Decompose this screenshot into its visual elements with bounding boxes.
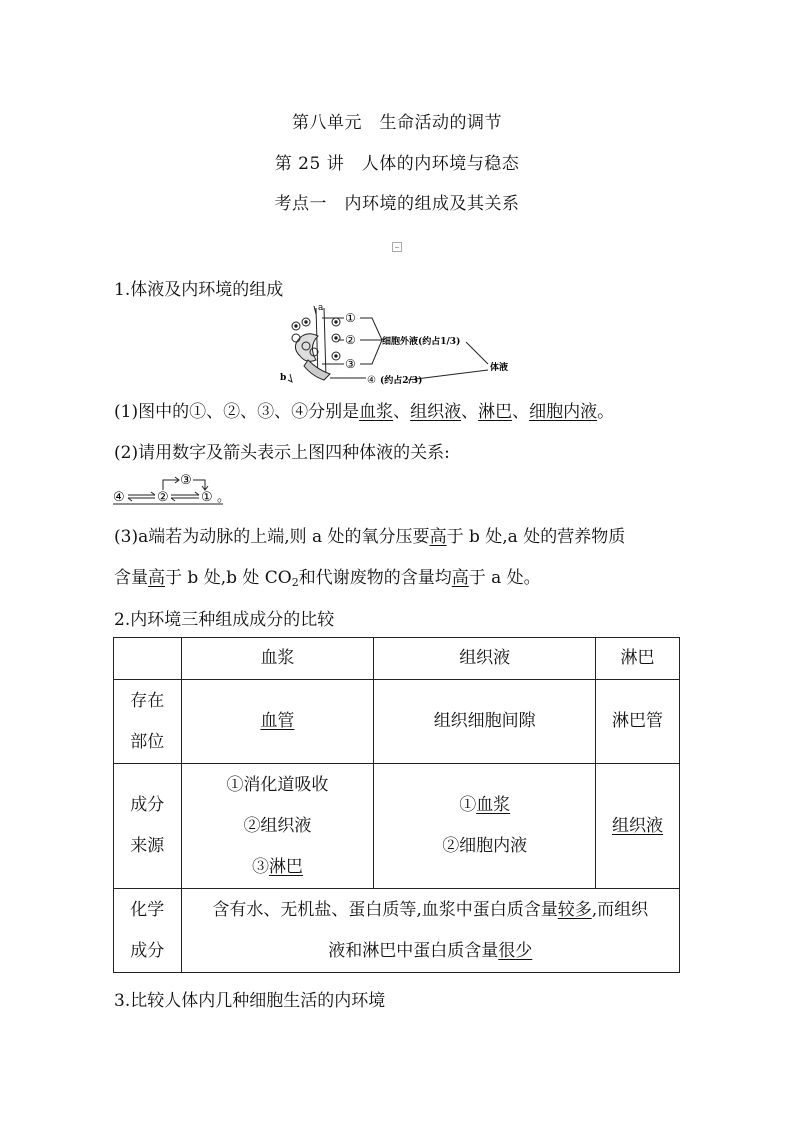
row-label-source-a: 成分 (130, 795, 165, 815)
q1-line (114, 397, 614, 422)
header-cell-tissue-fluid: 组织液 (374, 638, 596, 680)
cell-plasma-location-text: 血管 (260, 711, 295, 731)
row-label-location-b: 部位 (130, 731, 165, 752)
section1-heading: 1.体液及内环境的组成 (114, 280, 284, 300)
plasma-source-3 (182, 847, 374, 888)
q1-sep-3: 、 (512, 402, 530, 422)
table-row-source (114, 764, 680, 889)
row-label-source (114, 764, 182, 889)
cell-lymph-location: 淋巴管 (596, 680, 680, 764)
header-cell-lymph: 淋巴 (596, 638, 680, 680)
header-cell-empty (114, 638, 182, 680)
cell-plasma-source (181, 764, 374, 889)
diagram-label-b: b (280, 373, 287, 383)
q3-answer-1: 高 (429, 527, 447, 547)
cell-tissue-source (374, 764, 596, 889)
diagram-circle-3: ③ (345, 357, 356, 371)
q2-line: (2)请用数字及箭头表示上图四种体液的关系: (114, 443, 450, 463)
q3-line-2 (114, 563, 541, 589)
relation-num-3: ③ (180, 473, 192, 488)
diagram-extracellular-label: 细胞外液(约占1/3) (382, 337, 461, 347)
row-label-location-a: 存在 (130, 690, 165, 711)
q1-answer-2: 组织液 (410, 402, 462, 422)
plasma-source-3-prefix: ③ (251, 856, 269, 877)
row-label-composition-a: 化学 (130, 899, 165, 920)
row-label-location (114, 680, 182, 764)
cell-plasma-location (181, 680, 374, 764)
composition-line2-prefix: 液和淋巴中蛋白质含量 (328, 940, 499, 961)
q3-line2-mid2: 和代谢废物的含量均 (298, 568, 452, 588)
cell-lymph-source (596, 764, 680, 889)
section2-heading: 2.内环境三种组成成分的比较 (114, 610, 335, 630)
relation-num-4: ④ (113, 490, 125, 505)
topic-title: 考点一 内环境的组成及其关系 (274, 194, 520, 214)
comparison-table (113, 637, 680, 973)
diagram-circle-1: ① (345, 311, 356, 325)
lymph-source-text: 组织液 (612, 815, 664, 836)
image-placeholder-icon (392, 242, 402, 252)
q3-line2-prefix: 含量 (114, 568, 148, 588)
cell-tissue-location: 组织细胞间隙 (374, 680, 596, 764)
relation-num-1: ① (201, 490, 213, 505)
composition-line-1 (182, 890, 679, 931)
tissue-source-1-prefix: ① (459, 795, 477, 815)
diagram-circle-4: ④ (367, 375, 376, 386)
composition-line-2 (182, 931, 679, 972)
diagram-circle-2: ② (345, 333, 356, 347)
q3-line1-prefix: (3)a端若为动脉的上端,则 a 处的氧分压要 (114, 527, 430, 547)
q1-suffix: 。 (597, 402, 615, 422)
tissue-sketch (288, 306, 340, 382)
tissue-source-1-text: 血浆 (476, 795, 511, 815)
relation-end: 。 (217, 490, 231, 505)
body-fluid-diagram (278, 300, 528, 388)
header-cell-plasma: 血浆 (181, 638, 374, 680)
tissue-source-2: ②细胞内液 (442, 836, 528, 856)
row-label-source-b: 来源 (130, 836, 165, 856)
q3-line2-suffix: 于 a 处。 (468, 568, 541, 588)
row-label-composition (114, 889, 182, 973)
q1-sep-2: 、 (461, 402, 479, 422)
relation-num-2: ② (157, 490, 169, 505)
diagram-label-a: a (318, 303, 324, 313)
q3-line-1 (114, 522, 625, 547)
q3-answer-3: 高 (451, 568, 469, 588)
q1-sep-1: 、 (393, 402, 411, 422)
plasma-source-2: ②组织液 (243, 815, 312, 836)
composition-line1-prefix: 含有水、无机盐、蛋白质等,血浆中蛋白质含量 (212, 899, 558, 920)
q1-answer-1: 血浆 (359, 402, 394, 422)
q1-prefix: (1)图中的①、②、③、④分别是 (114, 402, 360, 422)
section3-heading: 3.比较人体内几种细胞生活的内环境 (114, 991, 386, 1011)
composition-answer-1: 较多 (557, 899, 592, 920)
q3-line1-suffix: 于 b 处,a 处的营养物质 (446, 527, 626, 547)
table-row-location (114, 680, 680, 764)
tissue-source-1 (374, 785, 595, 826)
q1-answer-4: 细胞内液 (529, 402, 598, 422)
q3-co2-subscript: 2 (291, 576, 299, 589)
composition-answer-2: 很少 (498, 940, 533, 961)
table-header-row (114, 638, 680, 680)
unit-title: 第八单元 生命活动的调节 (292, 113, 502, 133)
row-label-composition-b: 成分 (130, 940, 165, 961)
q3-line2-mid: 于 b 处,b 处 CO (165, 568, 292, 588)
q1-answer-3: 淋巴 (478, 402, 513, 422)
plasma-source-1: ①消化道吸收 (226, 774, 329, 795)
composition-line1-suffix: ,而组织 (591, 899, 649, 920)
plasma-source-3-text: 淋巴 (268, 856, 303, 877)
lecture-title: 第 25 讲 人体的内环境与稳态 (274, 154, 520, 174)
relation-diagram (113, 470, 233, 506)
q3-answer-2: 高 (148, 568, 165, 588)
cell-composition (181, 889, 679, 973)
table-row-composition (114, 889, 680, 973)
diagram-body-fluid-label: 体液 (490, 363, 509, 373)
diagram-intracellular-label: (约占2/3) (380, 376, 423, 386)
